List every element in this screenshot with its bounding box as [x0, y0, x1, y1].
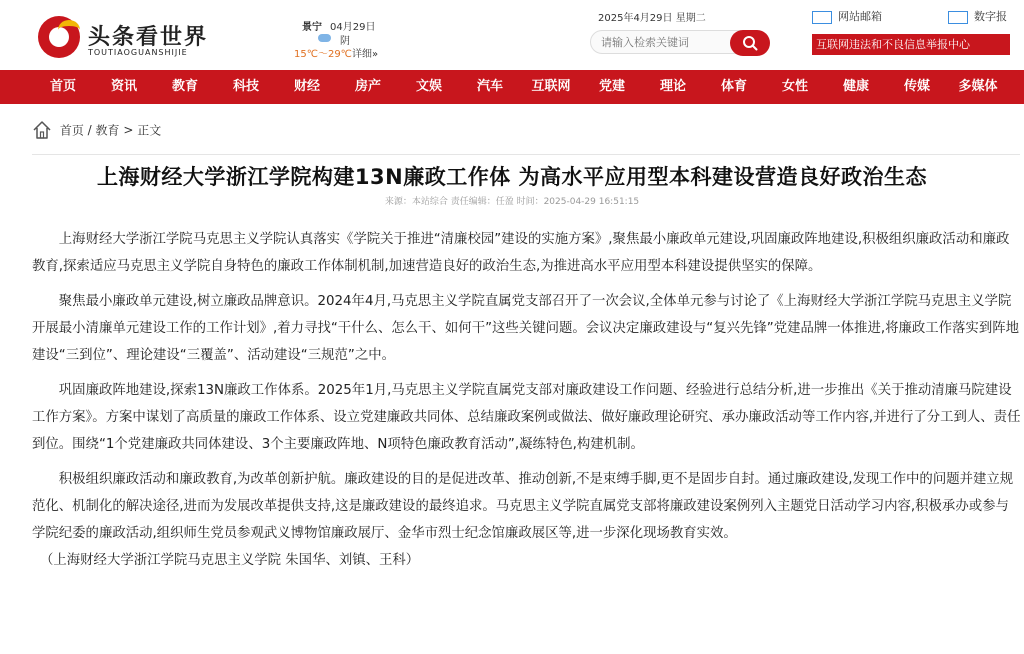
article-paragraph: 上海财经大学浙江学院马克思主义学院认真落实《学院关于推进“清廉校园”建设的实施方案》,聚焦最小廉政单元建设,巩固廉政阵地建设,积极组织廉政活动和廉政教育,探索适应马克思主义学院自身特色的廉政工作体制机制,加速营造良好的政治生态,为推进高水平应用型本科建设提供坚实的保障。	[32, 232, 1010, 274]
article-meta: 来源：本站综合 责任编辑：任盈 时间：2025-04-29 16:51:15	[384, 197, 640, 207]
newspaper-icon	[948, 11, 968, 24]
logo-text: 头条看世界	[88, 24, 209, 50]
article-body	[32, 226, 1022, 582]
current-date: 2025年4月29日 星期二	[598, 13, 706, 24]
logo-swoosh-icon	[58, 20, 80, 40]
search-bar	[590, 30, 770, 56]
nav-item-news[interactable]: 资讯	[110, 79, 138, 94]
nav-item-auto[interactable]: 汽车	[476, 79, 504, 94]
nav-item-women[interactable]: 女性	[781, 79, 809, 94]
weather-date: 04月29日	[330, 22, 376, 33]
breadcrumb-current: 正文	[137, 123, 162, 138]
mail-label: 网站邮箱	[838, 10, 882, 23]
nav-item-media[interactable]: 传媒	[903, 79, 931, 94]
logo-subtext: TOUTIAOGUANSHIJIE	[88, 48, 188, 57]
nav-item-multimedia[interactable]: 多媒体	[958, 79, 998, 94]
weather-temperature: 15℃～29℃	[294, 49, 352, 60]
cloud-icon	[318, 34, 331, 42]
weather-condition: 阴	[340, 36, 350, 47]
nav-item-entertainment[interactable]: 文娱	[415, 79, 443, 94]
nav-item-health[interactable]: 健康	[842, 79, 870, 94]
article-paragraph: 积极组织廉政活动和廉政教育,为改革创新护航。廉政建设的目的是促进改革、推动创新,不是束缚手脚,更不是固步自封。通过廉政建设,发现工作中的问题并建立规范化、机制化的解决途径,进而为发展改革提供支持,这是廉政建设的最终追求。马克思主义学院直属党支部将廉政建设案例列入主题党日活动学习内容,积极承办或参与学院纪委的廉政活动,组织师生党员参观武义博物馆廉政展厅、金华市烈士纪念馆廉政展区等,进一步深化现场教育实效。	[32, 472, 1014, 541]
main-nav	[0, 70, 1024, 104]
weather-detail-link[interactable]: 详细»	[352, 49, 379, 60]
breadcrumb-home[interactable]: 首页	[59, 123, 84, 138]
nav-item-sports[interactable]: 体育	[720, 79, 748, 94]
epaper-label: 数字报	[974, 10, 1007, 23]
article-title: 上海财经大学浙江学院构建13N廉政工作体 为高水平应用型本科建设营造良好政治生态	[96, 165, 928, 189]
breadcrumb	[32, 120, 161, 140]
nav-item-internet[interactable]: 互联网	[531, 79, 571, 94]
breadcrumb-section[interactable]: 教育	[95, 123, 120, 138]
breadcrumb-separator: /	[87, 123, 92, 137]
nav-item-party[interactable]: 党建	[598, 79, 626, 94]
nav-item-tech[interactable]: 科技	[232, 79, 260, 94]
mail-icon	[812, 11, 832, 24]
breadcrumb-separator: >	[123, 123, 134, 137]
weather-city: 景宁	[302, 22, 322, 33]
nav-item-education[interactable]: 教育	[171, 79, 199, 94]
report-center-link[interactable]: 互联网违法和不良信息举报中心	[812, 34, 1010, 55]
weather-widget	[292, 14, 382, 60]
digital-paper-link[interactable]	[948, 8, 1007, 24]
site-logo[interactable]	[38, 14, 218, 62]
divider	[32, 154, 1020, 155]
search-input[interactable]	[590, 30, 750, 54]
nav-item-realestate[interactable]: 房产	[354, 79, 382, 94]
nav-item-home[interactable]: 首页	[49, 79, 77, 94]
site-mailbox-link[interactable]	[812, 8, 882, 24]
article-paragraph: 巩固廉政阵地建设,探索13N廉政工作体系。2025年1月,马克思主义学院直属党支部对廉政建设工作问题、经验进行总结分析,进一步推出《关于推动清廉马院建设工作方案》。方案中谋划了高质量的廉政工作体系、设立党建廉政共同体、总结廉政案例或做法、做好廉政理论研究、承办廉政活动等工作内容,并进行了分工到人、责任到位。围绕“1个党建廉政共同体建设、3个主要廉政阵地、N项特色廉政教育活动”,凝练特色,构建机制。	[32, 383, 1021, 452]
site-header	[0, 0, 1024, 70]
nav-item-finance[interactable]: 财经	[293, 79, 321, 94]
article-paragraph: 聚焦最小廉政单元建设,树立廉政品牌意识。2024年4月,马克思主义学院直属党支部召开了一次会议,全体单元参与讨论了《上海财经大学浙江学院马克思主义学院开展最小清廉单元建设工作的工作计划》,着力寻找“干什么、怎么干、如何干”这些关键问题。会议决定廉政建设与“复兴先锋”党建品牌一体推进,将廉政工作落实到阵地建设“三到位”、理论建设“三覆盖”、活动建设“三规范”之中。	[32, 294, 1019, 363]
article-signature: （上海财经大学浙江学院马克思主义学院 朱国华、刘镇、王科）	[40, 553, 420, 568]
search-button[interactable]	[730, 30, 770, 56]
nav-item-theory[interactable]: 理论	[659, 79, 687, 94]
search-icon	[742, 35, 758, 51]
home-icon	[32, 120, 52, 140]
